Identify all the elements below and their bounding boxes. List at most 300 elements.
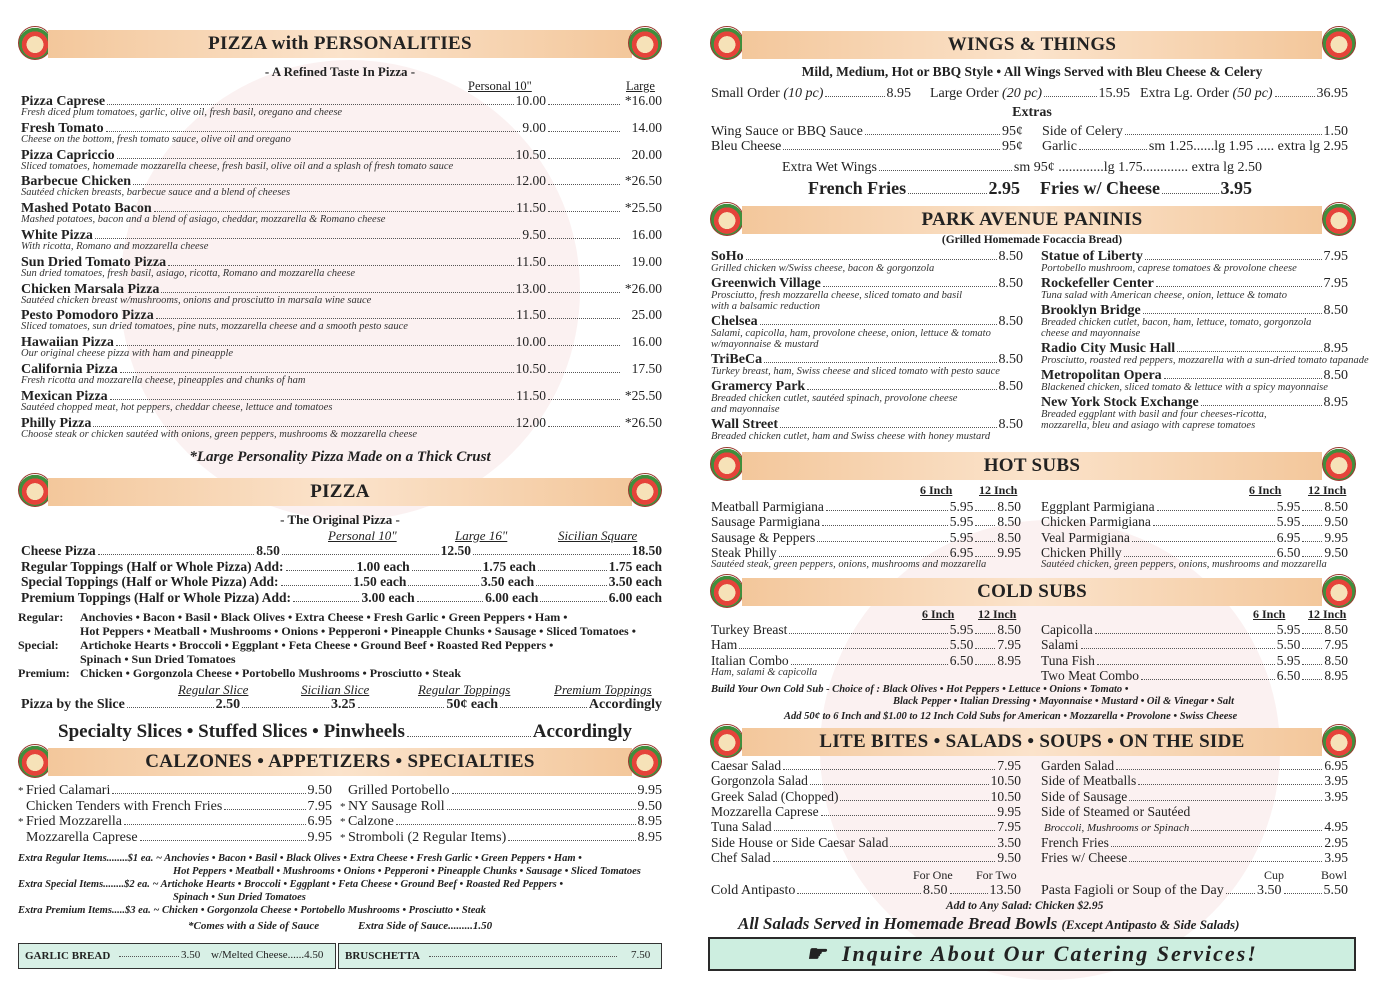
col-6-inch: 6 Inch	[920, 483, 953, 497]
item-desc: Mashed potatoes, bacon and a blend of asiago, cheddar, mozzarella & Romano cheese	[21, 214, 386, 226]
leader	[548, 309, 620, 319]
item-name: Hawaiian Pizza	[21, 335, 114, 351]
menu-row	[340, 814, 662, 830]
leader	[1097, 655, 1275, 665]
price-personal: 3.00 each	[361, 589, 415, 605]
menu-row	[18, 783, 332, 799]
col-6-inch: 6 Inch	[1253, 607, 1286, 621]
leader	[140, 831, 306, 841]
leader	[412, 561, 481, 571]
menu-row	[21, 559, 662, 575]
item-name: Turkey Breast	[711, 622, 788, 637]
leader	[538, 561, 607, 571]
leader	[1302, 501, 1322, 511]
leader	[817, 532, 948, 542]
col-12-inch: 12 Inch	[979, 483, 1018, 497]
leader	[417, 592, 483, 602]
menu-row	[711, 789, 1021, 805]
item-name: California Pizza	[21, 362, 118, 377]
leader	[975, 639, 995, 649]
price-personal: 11.50	[516, 253, 546, 269]
leader	[807, 380, 996, 390]
col-12-inch: 12 Inch	[1308, 607, 1347, 621]
col-premium-toppings: Premium Toppings	[554, 682, 652, 697]
price-large: *26.00	[624, 280, 662, 296]
item-desc: Choose steak or chicken sautéed with onions, green peppers, mushrooms & mozzarella cheese	[21, 428, 418, 440]
leader	[975, 501, 995, 511]
item-name: Fries w/ Cheese	[1040, 178, 1160, 198]
item-name: Calzone	[348, 814, 394, 829]
leader	[890, 837, 995, 847]
price-sicilian: 6.00 each	[608, 589, 662, 605]
item-desc: Sliced tomatoes, homemade mozzarella cheese, fresh basil, olive oil and a splash of fresh tomato sauce	[21, 160, 454, 172]
item-name: Pesto Pomodoro Pizza	[21, 308, 154, 324]
price-large: 25.00	[631, 307, 662, 323]
price: w/Melted Cheese......4.50	[211, 949, 324, 961]
leader	[540, 592, 606, 602]
price-6-inch: 6.50	[1276, 544, 1301, 560]
item-desc: Sautéed chicken, green peppers, onions, mushrooms and mozzarella	[1041, 559, 1327, 570]
item-name: Side of Sausage	[1041, 788, 1128, 804]
item-desc: mozzarella, bleu and asiago with caprese tomatoes	[1041, 420, 1256, 431]
wings-xl-row	[1140, 86, 1348, 102]
pizza-logo-icon	[1322, 202, 1356, 236]
menu-row	[711, 637, 1021, 653]
leader	[168, 256, 514, 266]
pwp-note: *Large Personality Pizza Made on a Thick Crust	[189, 449, 491, 465]
leader	[1302, 639, 1322, 649]
item-desc: Cheese on the bottom, fresh tomato sauce, olive oil and oregano	[21, 133, 291, 145]
price: 95¢	[1002, 139, 1023, 154]
price: 3.95	[1324, 788, 1348, 804]
item-name: Fries w/ Cheese	[1041, 849, 1128, 865]
price-12-inch: 9.50	[1324, 544, 1348, 560]
price: 3.50	[1257, 883, 1282, 898]
item-name: Chicken Philly	[1041, 544, 1122, 560]
leader	[452, 784, 636, 794]
leader	[124, 815, 305, 825]
price: 1.50	[1323, 124, 1348, 139]
menu-row	[711, 850, 1021, 866]
price: 15.95	[1098, 86, 1130, 101]
pizza-logo-icon	[1322, 447, 1356, 481]
leader	[548, 390, 620, 400]
item-name: Garlic	[1042, 139, 1077, 154]
pizza-logo-icon	[1322, 26, 1356, 60]
item-name: Special Toppings (Half or Whole Pizza) Add:	[21, 574, 279, 589]
item-name: Ham	[711, 637, 738, 653]
item-name: Italian Combo	[711, 652, 789, 668]
item-name: Veal Parmigiana	[1041, 529, 1130, 545]
price-large: 20.00	[631, 146, 662, 162]
price-6-inch: 5.50	[1276, 637, 1301, 653]
menu-row	[711, 499, 1021, 515]
wings-large-row	[930, 86, 1130, 102]
item-name: Chicken Parmigiana	[1041, 514, 1151, 530]
soup-row	[1041, 883, 1348, 899]
leader	[107, 95, 514, 105]
section-header-panini: PARK AVENUE PANINIS	[742, 206, 1322, 234]
item-name: White Pizza	[21, 228, 93, 243]
price: 7.95	[1323, 276, 1348, 291]
leader	[739, 639, 948, 649]
item-name: NY Sausage Roll	[348, 798, 445, 814]
wings-small-row	[711, 86, 911, 102]
leader	[548, 149, 620, 159]
pizza-logo-icon	[18, 26, 52, 60]
menu-row	[21, 590, 662, 606]
pizza-logo-icon	[18, 744, 52, 778]
item-desc: Blackened chicken, sliced tomato & lettuce with a spicy mayonnaise	[1041, 382, 1328, 393]
item-name: Side House or Side Caesar Salad	[711, 834, 889, 850]
leader	[1177, 342, 1321, 352]
item-desc: Breaded eggplant with basil and four cheeses-ricotta,	[1041, 409, 1267, 420]
price-large: 16.00	[631, 227, 662, 242]
bread-bowls-text: All Salads Served in Homemade Bread Bowls	[738, 914, 1058, 933]
menu-row	[711, 804, 1021, 820]
extra-premium-items: Extra Premium Items.....$3 ea. ~ Chicken • Gorgonzola Cheese • Portobello Mushrooms • Prosciutto • Steak	[18, 905, 486, 916]
price: 95¢	[1002, 124, 1023, 139]
item-name: Extra Wet Wings	[782, 160, 877, 175]
star-marker: *	[18, 785, 24, 797]
topping-list-regular: Hot Peppers • Meatball • Mushrooms • Onions • Pepperoni • Pineapple Chunks • Sausage • Sliced Tomatoes •	[80, 624, 636, 638]
item-name: Small Order	[711, 86, 780, 101]
item-name: Philly Pizza	[21, 415, 92, 431]
item-name: SoHo	[711, 249, 744, 264]
pizza-logo-icon	[710, 447, 744, 481]
leader	[408, 576, 479, 586]
item-name: Extra Lg. Order	[1140, 86, 1230, 101]
item-desc: Portobello mushroom, caprese tomatoes & provolone cheese	[1041, 263, 1297, 274]
price-6-inch: 6.50	[949, 652, 974, 668]
menu-row	[340, 799, 662, 815]
item-name: French Fries	[808, 178, 907, 198]
pizza-logo-icon	[710, 724, 744, 758]
topping-label-special: Special:	[18, 638, 59, 652]
price-12-inch: 9.95	[997, 544, 1021, 560]
item-desc: Salami, capicolla, ham, provolone cheese, onion, lettuce & tomato	[711, 328, 991, 339]
build-your-own-note: Build Your Own Cold Sub - Choice of : Black Olives • Hot Peppers • Lettuce • Onions • Tomato •	[711, 684, 1129, 695]
topping-label-premium: Premium:	[18, 666, 70, 680]
menu-row	[711, 530, 1021, 546]
leader	[133, 175, 514, 185]
item-name: Stromboli (2 Regular Items)	[348, 829, 507, 845]
leader	[1138, 775, 1322, 785]
menu-row	[1041, 514, 1348, 530]
item-desc: Our original cheese pizza with ham and pineapple	[21, 348, 234, 360]
leader	[789, 624, 947, 634]
price: 8.95	[886, 86, 911, 101]
leader	[779, 547, 948, 557]
price: 8.50	[998, 314, 1023, 329]
piece-count: (10 pc)	[783, 86, 824, 101]
leader	[975, 547, 995, 557]
item-name: Bleu Cheese	[711, 139, 782, 154]
col-6-inch: 6 Inch	[922, 607, 955, 621]
extra-special-items: Spinach • Sun Dried Tomatoes	[173, 892, 306, 903]
price-personal: 11.50	[516, 307, 546, 323]
item-name: GARLIC BREAD	[25, 950, 111, 962]
price-6-inch: 6.50	[1276, 667, 1301, 683]
pizza-logo-icon	[628, 26, 662, 60]
leader	[156, 309, 514, 319]
item-desc: Ham, salami & capicolla	[711, 667, 818, 678]
col-sicilian: Sicilian Square	[558, 528, 638, 543]
garlic-row	[1042, 139, 1348, 155]
item-desc: Sliced tomatoes, sun dried tomatoes, pine nuts, mozzarella cheese and a smooth pesto sauce	[21, 321, 408, 333]
menu-row	[1041, 499, 1348, 515]
leader	[536, 576, 607, 586]
item-name: Tuna Fish	[1041, 652, 1095, 668]
leader	[1157, 501, 1275, 511]
leader	[548, 175, 620, 185]
section-header-cold-subs: COLD SUBS	[742, 578, 1322, 606]
add-chicken-note: Add to Any Salad: Chicken $2.95	[946, 900, 1104, 912]
price-6-inch: 5.95	[949, 514, 974, 530]
item-name: Chelsea	[711, 314, 758, 329]
leader	[1132, 532, 1275, 542]
item-name: Metropolitan Opera	[1041, 368, 1162, 383]
price-personal: 11.50	[516, 387, 546, 403]
price-sicilian: 18.50	[631, 543, 662, 558]
price-12-inch: 8.50	[1324, 499, 1348, 514]
item-name: Statue of Liberty	[1041, 249, 1143, 264]
bread-bowls-exception: (Except Antipasto & Side Salads)	[1061, 917, 1240, 932]
leader	[774, 821, 996, 831]
price-personal: 1.50 each	[353, 574, 407, 589]
item-desc: with a balsamic reduction	[711, 301, 820, 312]
item-name: Chef Salad	[711, 849, 771, 865]
item-name: Side of Meatballs	[1041, 773, 1137, 789]
leader	[823, 277, 997, 287]
price-large: *26.50	[624, 414, 662, 430]
price-12-inch: 8.50	[997, 529, 1021, 545]
item-name: Pizza by the Slice	[21, 697, 125, 712]
leader	[224, 800, 305, 810]
item-desc: Sautéed chicken breasts, barbecue sauce and a blend of cheeses	[21, 187, 291, 199]
item-name: New York Stock Exchange	[1041, 395, 1199, 410]
col-12-inch: 12 Inch	[978, 607, 1017, 621]
item-name: Mozzarella Caprese	[711, 803, 819, 819]
leader	[1156, 277, 1322, 287]
leader	[746, 250, 997, 260]
price-large: 17.50	[631, 361, 662, 376]
specialty-slices-row	[58, 721, 632, 743]
price-6-inch: 5.95	[949, 529, 974, 545]
price-large: 3.50 each	[480, 574, 535, 589]
leader	[1129, 791, 1322, 801]
leader	[1145, 250, 1322, 260]
pizza-logo-icon	[1322, 724, 1356, 758]
price: 3.25	[331, 697, 356, 712]
topping-label-regular: Regular:	[18, 610, 64, 624]
leader	[161, 283, 513, 293]
price: 13.50	[989, 883, 1021, 898]
price: 9.95	[997, 803, 1021, 819]
price: 2.95	[988, 178, 1020, 198]
leader	[548, 122, 620, 132]
item-name: TriBeCa	[711, 352, 763, 367]
item-desc: and mayonnaise	[711, 404, 780, 415]
pizza-logo-icon	[1322, 574, 1356, 608]
wing-sauce-row	[711, 124, 1023, 140]
col-6-inch: 6 Inch	[1249, 483, 1282, 497]
price: 3.95	[1324, 849, 1348, 865]
pizza-logo-icon	[18, 473, 52, 507]
price-6-inch: 5.95	[1276, 622, 1301, 637]
price: 8.50	[1323, 368, 1348, 383]
item-name: Specialty Slices • Stuffed Slices • Pinwheels	[58, 721, 405, 742]
price-6-inch: 5.95	[1276, 652, 1301, 668]
item-name: BRUSCHETTA	[345, 950, 420, 962]
price-personal: 9.50	[522, 227, 546, 242]
leader	[281, 576, 352, 586]
item-name: Garden Salad	[1041, 758, 1115, 773]
col-cup: Cup	[1264, 868, 1285, 882]
item-name: Mozzarella Caprese	[26, 829, 138, 845]
fries-cheese-row	[1040, 178, 1252, 199]
item-name: Radio City Music Hall	[1041, 341, 1176, 356]
price-personal: 8.50	[256, 543, 280, 558]
col-for-one: For One	[913, 868, 953, 882]
col-bowl: Bowl	[1321, 868, 1348, 882]
item-name: Two Meat Combo	[1041, 667, 1140, 683]
topping-list-regular: Anchovies • Bacon • Basil • Black Olives • Extra Cheese • Fresh Garlic • Green Peppers • Ham •	[80, 610, 568, 624]
item-name: Chicken Tenders with French Fries	[26, 798, 223, 814]
leader	[116, 336, 514, 346]
item-name: Cold Antipasto	[711, 883, 796, 898]
pwp-tagline: - A Refined Taste In Pizza -	[264, 64, 416, 79]
item-desc: Sautéed steak, green peppers, onions, mushrooms and mozzarella	[711, 559, 987, 570]
price-large: 1.75 each	[482, 558, 536, 574]
leader	[120, 363, 514, 373]
item-name: Wing Sauce or BBQ Sauce	[711, 124, 863, 139]
bruschetta-box	[338, 943, 662, 969]
section-header-wings: WINGS & THINGS	[742, 31, 1322, 59]
price: 7.95	[997, 758, 1021, 773]
item-name: Mexican Pizza	[21, 388, 108, 404]
item-name: Wall Street	[711, 417, 779, 432]
menu-row	[1041, 668, 1348, 684]
pizza-logo-icon	[710, 26, 744, 60]
price: 6.95	[307, 814, 332, 829]
item-name: Pizza Capriccio	[21, 147, 115, 163]
item-desc: Prosciutto, roasted red peppers, mozzarella with a sun-dried tomato tapanade	[1041, 355, 1369, 366]
leader	[1201, 396, 1322, 406]
leader	[110, 390, 514, 400]
leader	[975, 532, 995, 542]
leader	[106, 122, 521, 132]
price-large: *25.50	[624, 200, 662, 216]
item-name: Eggplant Parmigiana	[1041, 499, 1155, 514]
leader	[95, 229, 520, 239]
leader	[117, 149, 514, 159]
leader	[1081, 639, 1275, 649]
col-sicilian-slice: Sicilian Slice	[301, 682, 370, 697]
leader	[1129, 852, 1322, 862]
leader	[1191, 821, 1322, 831]
item-name: Side of Celery	[1042, 124, 1123, 139]
menu-row	[711, 819, 1021, 835]
price-12-inch: 8.50	[1324, 622, 1348, 637]
item-name: Pizza Caprese	[21, 94, 106, 109]
topping-list-premium: Chicken • Gorgonzola Cheese • Portobello Mushrooms • Prosciutto • Steak	[80, 666, 462, 680]
menu-row	[1041, 530, 1348, 546]
leader	[1143, 304, 1322, 314]
item-name: Tuna Salad	[711, 819, 772, 835]
extra-regular-items: Extra Regular Items........$1 ea. ~ Anchovies • Bacon • Basil • Black Olives • Extra Cheese • Fresh Garlic • Green Peppers • Ham •	[18, 853, 582, 864]
extras-heading: Extras	[1012, 105, 1052, 120]
price-personal: 12.00	[515, 173, 546, 189]
col-regular-slice: Regular Slice	[178, 682, 249, 697]
extra-regular-items: Hot Peppers • Meatball • Mushrooms • Onions • Pepperoni • Pineapple Chunks • Sausage • Sliced Tomatoes	[173, 866, 641, 877]
menu-row	[340, 783, 662, 799]
leader	[548, 202, 620, 212]
leader	[822, 516, 948, 526]
cheese-add-note: Add 50¢ to 6 Inch and $1.00 to 12 Inch Cold Subs for American • Mozzarella • Provolone • Swiss Cheese	[784, 711, 1238, 722]
leader	[548, 417, 620, 427]
col-personal: Personal 10"	[328, 528, 397, 543]
item-desc: Prosciutto, fresh mozzarella cheese, sliced tomato and basil	[711, 290, 963, 301]
leader	[548, 283, 620, 293]
price-large: 16.00	[631, 334, 662, 350]
price-12-inch: 8.50	[997, 499, 1021, 514]
leader	[975, 624, 995, 634]
menu-row	[18, 830, 332, 846]
price: 36.95	[1316, 86, 1348, 101]
catering-banner[interactable]	[708, 937, 1356, 971]
leader	[1095, 624, 1275, 634]
bleu-cheese-row	[711, 139, 1023, 155]
price: 8.50	[998, 379, 1023, 394]
price: 8.95	[637, 829, 662, 845]
price-large: 6.00 each	[485, 589, 539, 605]
price-personal: 1.00 each	[356, 558, 410, 574]
leader	[821, 806, 996, 816]
pizza-logo-icon	[628, 744, 662, 778]
pizza-tagline: - The Original Pizza -	[280, 512, 400, 527]
price-large: 19.00	[631, 253, 662, 269]
menu-row	[18, 799, 332, 815]
section-header-pwp: PIZZA with PERSONALITIES	[48, 30, 632, 58]
price-12-inch: 7.95	[997, 637, 1021, 653]
leader	[548, 336, 620, 346]
leader	[764, 353, 996, 363]
item-name: Premium Toppings (Half or Whole Pizza) Add:	[21, 589, 292, 605]
item-name: Fried Mozzarella	[26, 814, 123, 829]
leader	[447, 800, 636, 810]
menu-row	[1041, 850, 1348, 866]
price-12-inch: 8.95	[997, 652, 1021, 668]
antipasto-row	[711, 883, 1021, 899]
item-name: Pasta Fagioli or Soup of the Day	[1041, 883, 1224, 898]
item-name: Greenwich Village	[711, 276, 821, 291]
leader	[548, 363, 620, 373]
wet-wings-row	[782, 160, 1262, 176]
pizza-logo-icon	[710, 574, 744, 608]
item-desc: Sautéed chicken breast w/mushrooms, onions and prosciutto in marsala wine sauce	[21, 294, 372, 306]
star-marker: *	[340, 816, 346, 828]
price-large: *16.00	[624, 93, 662, 108]
price: 10.50	[990, 773, 1021, 789]
item-name: Broccoli, Mushrooms or Spinach	[1044, 822, 1190, 835]
price: 9.50	[307, 783, 332, 798]
price: 10.50	[990, 788, 1021, 804]
item-desc: Breaded chicken cutlet, sautéed spinach, provolone cheese	[711, 393, 958, 404]
leader	[282, 545, 439, 555]
item-name: Salami	[1041, 637, 1079, 653]
price: sm 1.25......lg 1.95 ..... extra lg 2.95	[1148, 139, 1348, 154]
